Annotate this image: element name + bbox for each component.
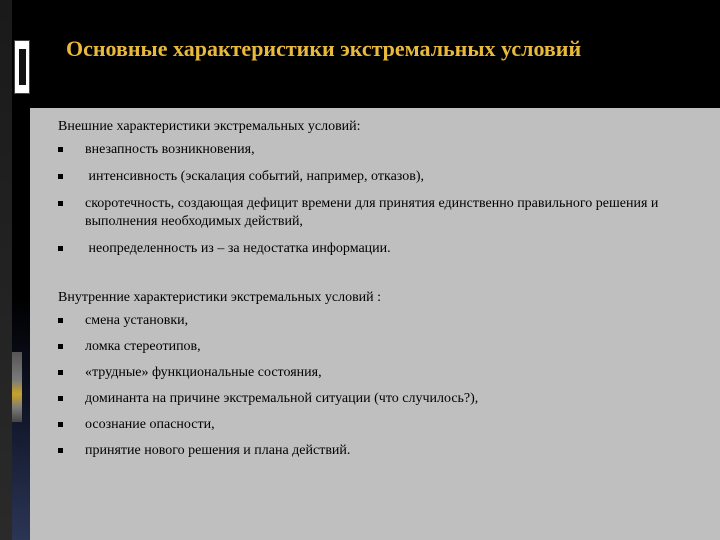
- list-item-text: принятие нового решения и плана действий.: [85, 443, 351, 458]
- bullet-icon: [58, 422, 63, 427]
- decor-block-top: [14, 40, 30, 94]
- list-item: [58, 168, 698, 186]
- bullet-icon: [58, 448, 63, 453]
- list-item: [58, 364, 698, 382]
- list-item: [58, 390, 698, 408]
- bullet-icon: [58, 370, 63, 375]
- list-item-text: скоротечность, создающая дефицит времени для принятия единственно правильного решения и выполнения необходимых действий,: [85, 196, 659, 229]
- bullet-icon: [58, 201, 63, 206]
- internal-heading: Внутренние характеристики экстремальных условий :: [58, 290, 382, 305]
- external-list: [58, 141, 698, 258]
- list-item: [58, 141, 698, 159]
- slide-title: Основные характеристики экстремальных условий: [66, 36, 582, 61]
- list-item-text: интенсивность (эскалация событий, например, отказов),: [85, 169, 425, 184]
- list-item: [58, 442, 698, 460]
- list-item: [58, 312, 698, 330]
- bullet-icon: [58, 147, 63, 152]
- list-item-text: доминанта на причине экстремальной ситуации (что случилось?),: [85, 391, 479, 406]
- list-item-text: «трудные» функциональные состояния,: [85, 365, 322, 380]
- list-item-text: осознание опасности,: [85, 417, 215, 432]
- decor-block-bottom: [12, 352, 22, 422]
- content-panel: [30, 108, 720, 540]
- bullet-icon: [58, 246, 63, 251]
- bullet-icon: [58, 174, 63, 179]
- external-heading: Внешние характеристики экстремальных условий:: [58, 119, 361, 134]
- list-item: [58, 240, 698, 258]
- list-item-text: неопределенность из – за недостатка информации.: [85, 241, 391, 256]
- list-item: [58, 195, 698, 231]
- list-item-text: смена установки,: [85, 313, 189, 328]
- list-item-text: ломка стереотипов,: [85, 339, 201, 354]
- internal-list: [58, 312, 698, 460]
- left-decor-bar: [0, 0, 12, 540]
- bullet-icon: [58, 318, 63, 323]
- list-item: [58, 416, 698, 434]
- content-body: [58, 118, 698, 468]
- section-gap: [58, 267, 698, 289]
- list-item-text: внезапность возникновения,: [85, 142, 255, 157]
- bullet-icon: [58, 344, 63, 349]
- list-item: [58, 338, 698, 356]
- bullet-icon: [58, 396, 63, 401]
